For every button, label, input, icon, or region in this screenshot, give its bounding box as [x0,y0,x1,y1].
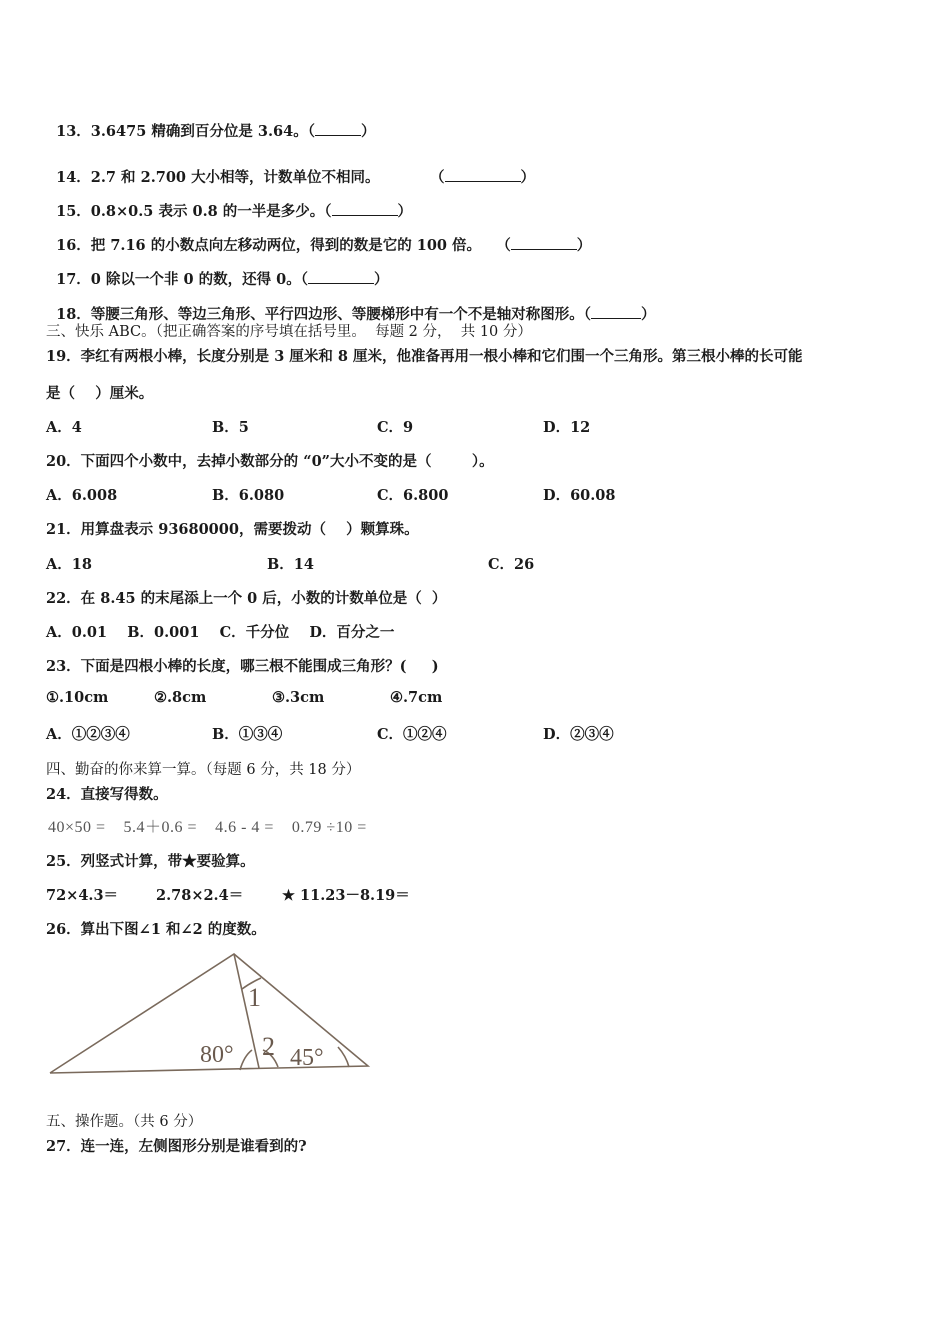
answer-blank[interactable] [591,306,641,319]
option-b[interactable]: B．5 [212,419,249,436]
angle-arc-80 [240,1050,252,1070]
option-b[interactable]: B．14 [267,556,314,573]
question-20: 20．下面四个小数中，去掉小数部分的 “0”大小不变的是（ ）。 [46,453,494,470]
option-c[interactable]: C．26 [488,556,535,573]
question-24: 24．直接写得数。 [46,786,168,803]
length-3: ③.3cm [272,689,325,706]
length-2: ②.8cm [154,689,207,706]
answer-blank[interactable] [511,237,577,250]
angle-label-2: 2 [262,1032,275,1061]
option-a[interactable]: A．4 [46,419,82,436]
question-18: 18．等腰三角形、等边三角形、平行四边形、等腰梯形中有一个不是轴对称图形。（ ） [56,306,656,323]
length-1: ①.10cm [46,689,109,706]
section-5-title: 五、操作题。（共 6 分） [46,1114,203,1130]
question-25: 25．列竖式计算，带★要验算。 [46,853,255,870]
question-14: 14．2.7 和 2.700 大小相等，计数单位不相同。 （ ） [56,169,536,186]
question-17: 17．0 除以一个非 0 的数，还得 0。（ ） [56,271,389,288]
option-b[interactable]: B．①③④ [212,726,283,743]
calc-item-2: 2.78×2.4＝ [156,887,244,904]
question-text: 17．0 除以一个非 0 的数，还得 0。（ [56,271,308,288]
question-16: 16．把 7.16 的小数点向左移动两位，得到的数是它的 100 倍。 （ ） [56,237,592,254]
answer-blank[interactable] [332,203,398,216]
option-a[interactable]: A．6.008 [46,487,118,504]
angle-label-1: 1 [248,983,261,1012]
question-23: 23．下面是四根小棒的长度，哪三根不能围成三角形？( ) [46,658,439,675]
options-line[interactable]: A．0.01 B．0.001 C．千分位 D．百分之一 [46,624,395,641]
mental-math-row: 40×50 = 5.4＋0.6 = 4.6 - 4 = 0.79 ÷10 = [48,819,367,836]
angle-arc-45 [338,1047,349,1067]
calc-item-1: 72×4.3＝ [46,887,119,904]
question-text: 18．等腰三角形、等边三角形、平行四边形、等腰梯形中有一个不是轴对称图形。（ [56,306,592,323]
angle-label-80: 80° [200,1042,234,1068]
question-15: 15．0.8×0.5 表示 0.8 的一半是多少。（ ） [56,203,413,220]
option-a[interactable]: A．18 [46,556,92,573]
question-text: 13．3.6475 精确到百分位是 3.64。（ [56,123,315,140]
option-c[interactable]: C．9 [377,419,414,436]
question-21: 21．用算盘表示 93680000，需要拨动（ ）颗算珠。 [46,521,419,538]
section-3-title: 三、快乐 ABC。（把正确答案的序号填在括号里。 每题 2 分， 共 10 分） [46,324,532,340]
calc-item-3: ★ 11.23－8.19＝ [282,887,410,904]
option-c[interactable]: C．6.800 [377,487,449,504]
length-4: ④.7cm [390,689,443,706]
option-a[interactable]: A．①②③④ [46,726,130,743]
answer-blank[interactable] [315,123,361,136]
option-d[interactable]: D．12 [543,419,591,436]
question-27: 27．连一连，左侧图形分别是谁看到的? [46,1138,307,1155]
answer-blank[interactable] [308,271,374,284]
question-text: 16．把 7.16 的小数点向左移动两位，得到的数是它的 100 倍。 （ [56,237,511,254]
section-4-title: 四、勤奋的你来算一算。（每题 6 分，共 18 分） [46,762,361,778]
question-22: 22．在 8.45 的末尾添上一个 0 后，小数的计数单位是（ ） [46,590,447,607]
question-text: 14．2.7 和 2.700 大小相等，计数单位不相同。 （ [56,169,445,186]
question-19-line2: 是（ ）厘米。 [46,385,154,402]
question-19-line1: 19．李红有两根小棒，长度分别是 3 厘米和 8 厘米，他准备再用一根小棒和它们围一个三角形。第三根小棒的长可能 [46,348,803,365]
question-text: 15．0.8×0.5 表示 0.8 的一半是多少。（ [56,203,332,220]
angle-label-45: 45° [290,1045,324,1071]
option-b[interactable]: B．6.080 [212,487,285,504]
triangle-figure [40,946,380,1086]
question-26: 26．算出下图∠1 和∠2 的度数。 [46,921,266,938]
option-d[interactable]: D．60.08 [543,487,616,504]
option-d[interactable]: D．②③④ [543,726,614,743]
option-c[interactable]: C．①②④ [377,726,447,743]
answer-blank[interactable] [445,169,521,182]
question-13: 13．3.6475 精确到百分位是 3.64。（ ） [56,123,376,140]
